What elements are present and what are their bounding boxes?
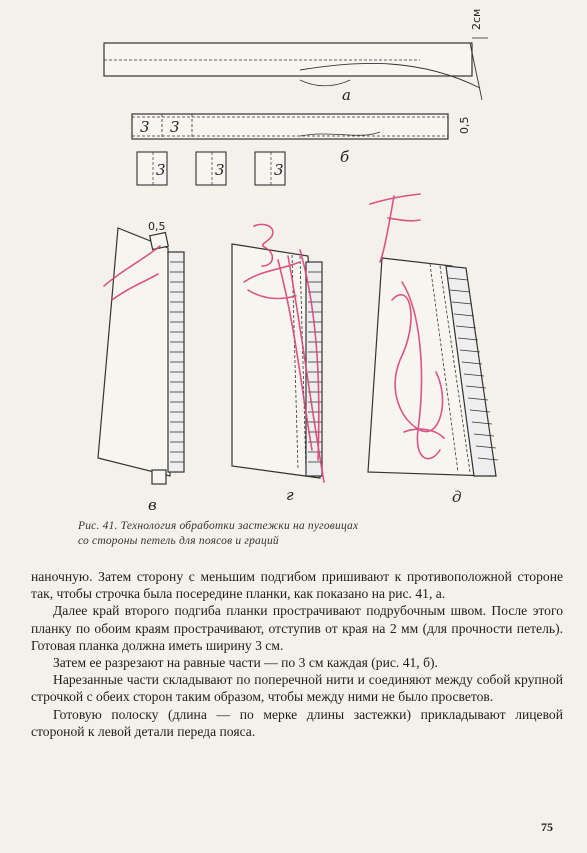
paragraph: Далее край второго подгиба планки прострачивают подрубочным швом. После этого планку по обоим краям прострачивают, отступив от края на 2 мм (для прочности петель). Готовая планка должна иметь ширину 3 см. [31,603,563,653]
label-b: б [340,148,350,166]
label-g: г [286,486,294,504]
panel-v [98,228,184,484]
paragraph: Готовую полоску (длина — по мерке длины застежки) прикладывают лицевой стороной к левой детали переда пояса. [31,706,563,739]
caption-line: со стороны петель для поясов и граций [78,535,279,547]
paragraph: Нарезанные части складывают по поперечной нити и соединяют между собой крупной строчкой с обеих сторон таким образом, чтобы между ними не было просветов. [31,672,563,705]
piece-mark: 3 [156,161,166,179]
body-text [31,568,563,740]
label-d: д [452,488,462,506]
measure-05-left: 0,5 [148,220,166,233]
page-number: 75 [541,820,553,834]
piece-mark: 3 [140,118,150,136]
svg-text:2см: 2см [470,8,483,30]
dimension-2cm [470,9,488,38]
paragraph: наночную. Затем сторону с меньшим подгибом пришивают к противоположной стороне так, чтобы строчка была посередине планки, как показано на рис. 41, а. [31,569,563,602]
panel-d [368,258,498,476]
piece-mark: 3 [215,161,225,179]
measure-05-top: 0,5 [458,116,471,134]
paragraph: Затем ее разрезают на равные части — по 3 см каждая (рис. 41, б). [53,655,438,671]
caption-line: Рис. 41. Технология обработки застежки на пуговицах [78,520,359,532]
figure-caption [78,519,508,549]
label-a: а [342,86,351,104]
panel-g [232,244,322,478]
piece-mark: 3 [274,161,284,179]
strip-a [104,43,482,100]
piece-mark: 3 [170,118,180,136]
label-v: в [148,496,157,514]
